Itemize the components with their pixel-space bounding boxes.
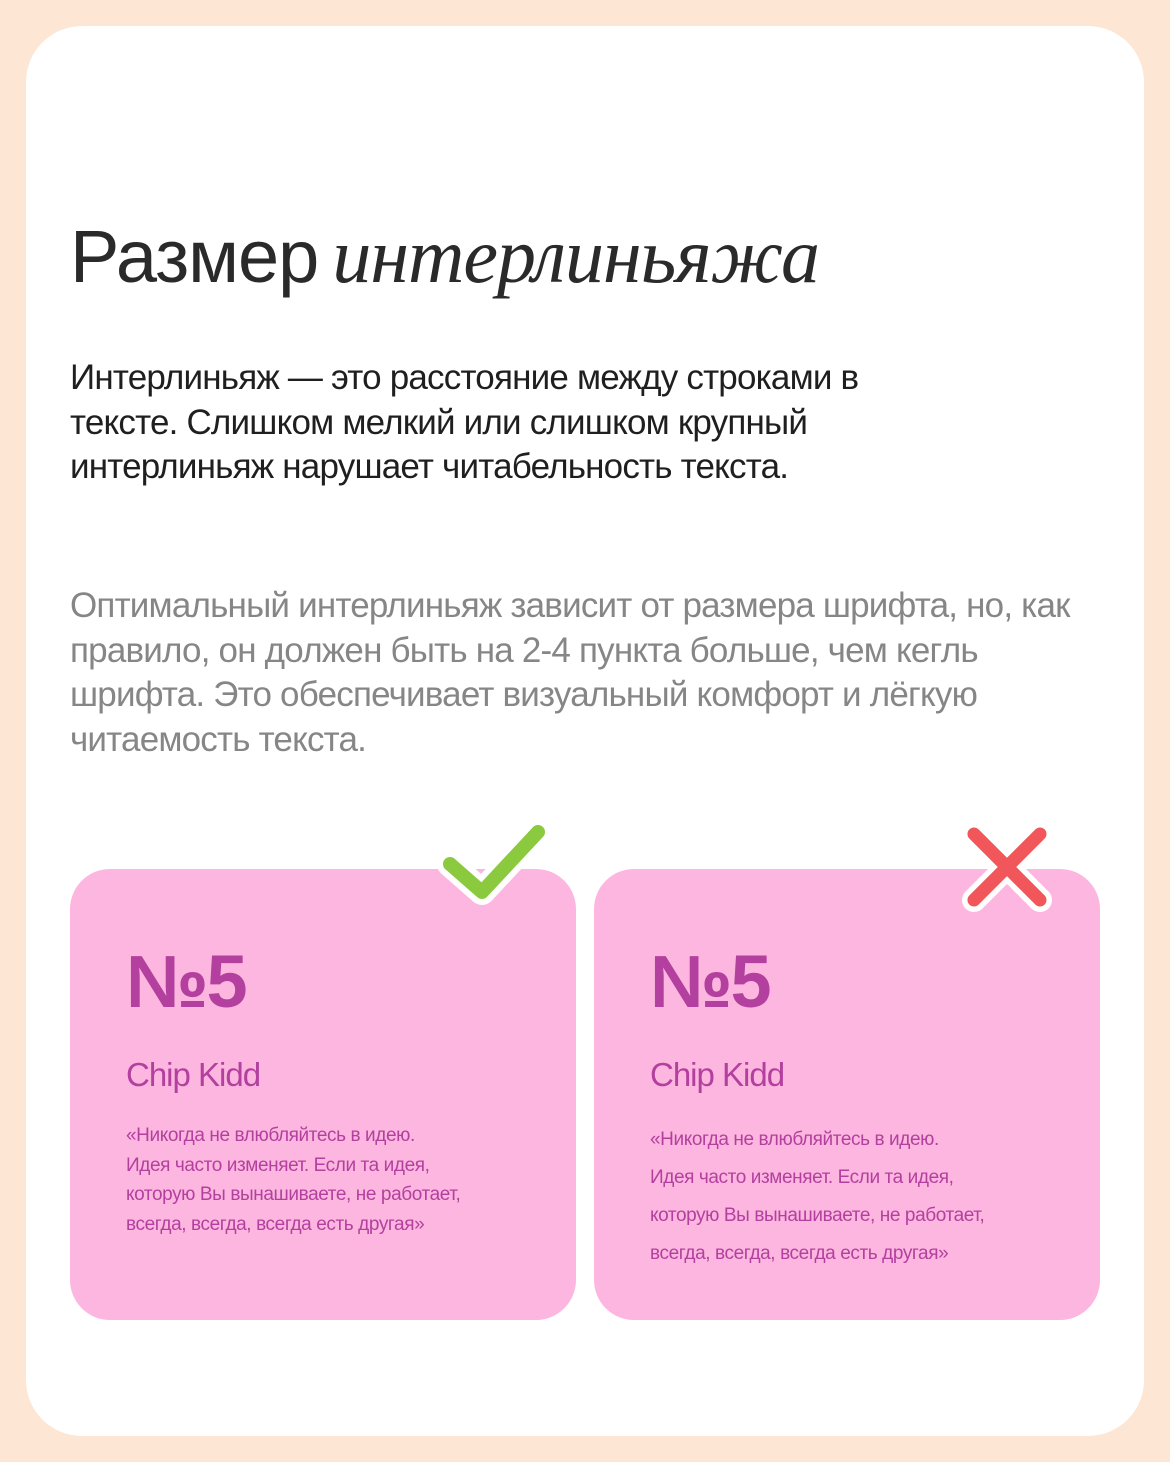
- quote-line: Идея часто изменяет. Если та идея,: [650, 1167, 954, 1188]
- secondary-paragraph: Оптимальный интерлиньяж зависит от размера шрифта, но, как правило, он должен быть на 2-4 пункта больше, чем кегль шрифта. Это обеспечивает визуальный комфорт и лёгкую читаемость текста.: [70, 586, 1070, 759]
- page-title: [70, 208, 819, 305]
- quote-line: Идея часто изменяет. Если та идея,: [126, 1154, 430, 1176]
- quote-line: «Никогда не влюбляйтесь в идею.: [126, 1125, 415, 1146]
- quote-line: всегда, всегда, всегда есть другая»: [126, 1213, 425, 1235]
- check-icon: [436, 818, 552, 908]
- example-author: Chip Kidd: [650, 1056, 785, 1093]
- example-quote: [650, 1121, 1070, 1273]
- cross-icon: [960, 820, 1054, 914]
- example-number: №5: [650, 940, 770, 1023]
- quote-line: всегда, всегда, всегда есть другая»: [650, 1243, 949, 1264]
- example-number: №5: [126, 940, 246, 1023]
- bad-leading-example: [594, 869, 1100, 1320]
- title-accent: интерлиньяжа: [332, 212, 820, 299]
- quote-line: «Никогда не влюбляйтесь в идею.: [650, 1129, 939, 1150]
- title-main: Размер: [70, 215, 319, 298]
- quote-line: которую Вы вынашиваете, не работает,: [650, 1205, 985, 1226]
- quote-line: которую Вы вынашиваете, не работает,: [126, 1184, 461, 1205]
- example-quote: [126, 1121, 546, 1239]
- lead-paragraph: Интерлиньяж — это расстояние между строками в тексте. Слишком мелкий или слишком крупный интерлиньяж нарушает читабельность текста.: [70, 358, 859, 486]
- example-author: Chip Kidd: [126, 1056, 261, 1093]
- good-leading-example: [70, 869, 576, 1320]
